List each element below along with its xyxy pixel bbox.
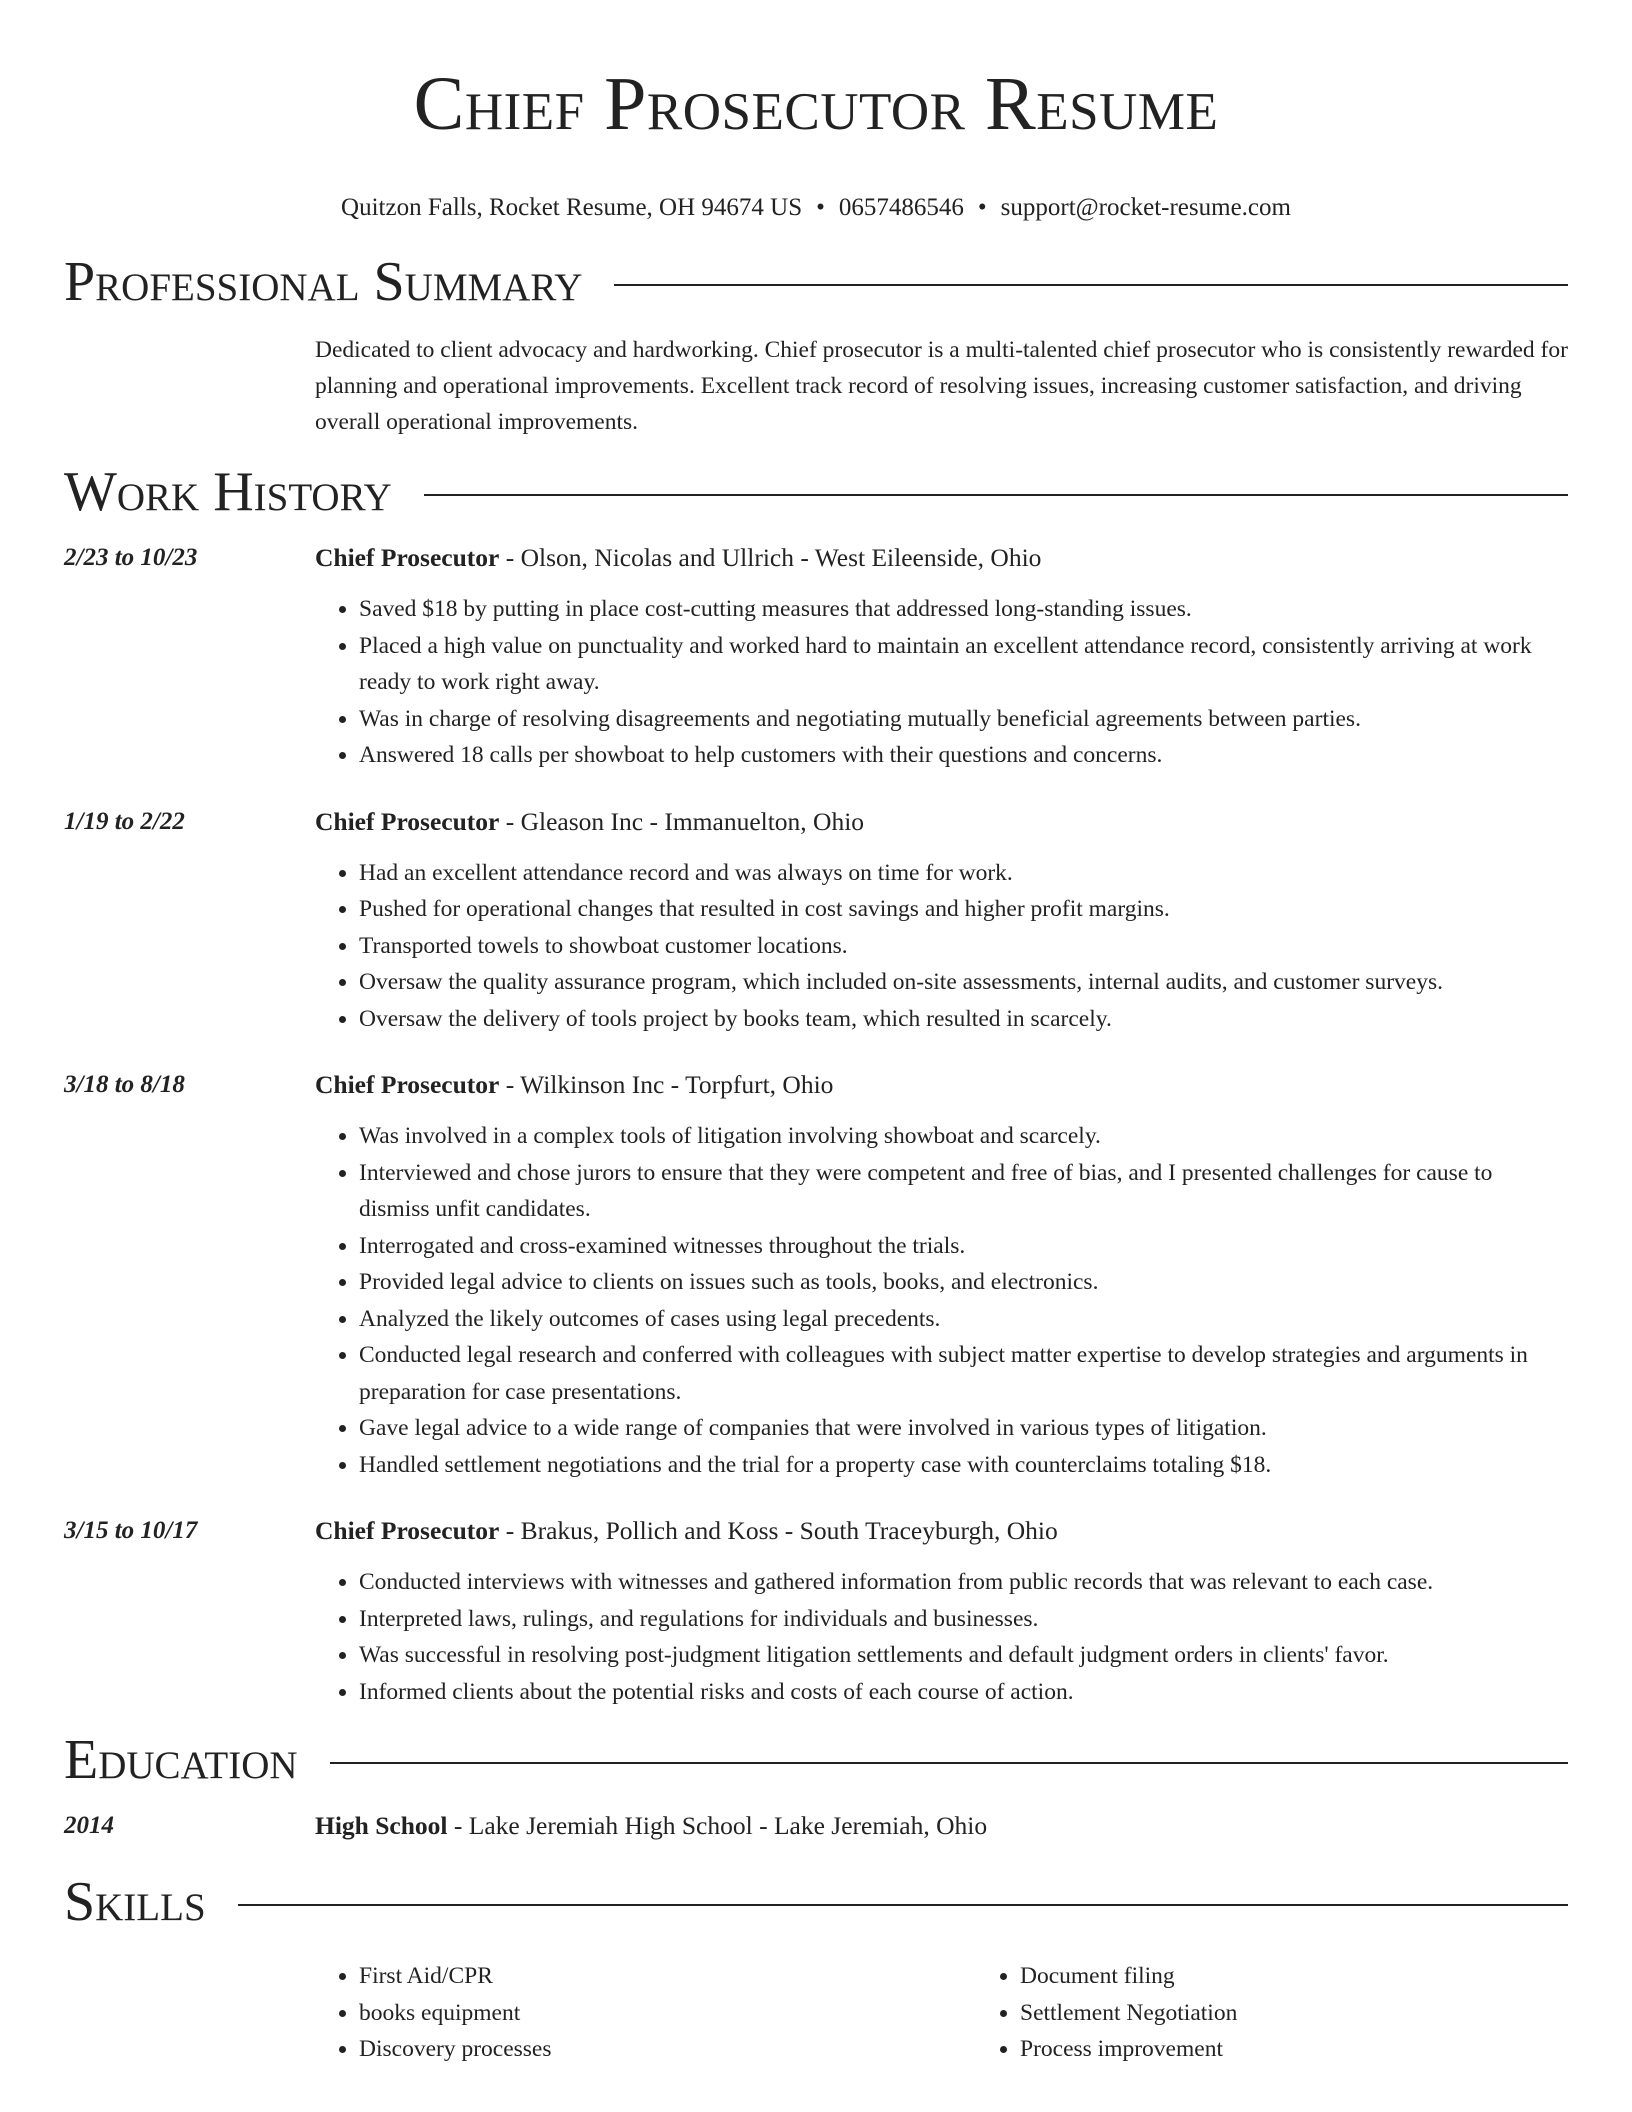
job-bullets: [315, 1118, 1568, 1483]
list-item: • Placed a high value on punctuality and worked hard to maintain an excellent attendance record, consistently arriving at work ready to work right away.: [359, 628, 1568, 701]
job-body: [315, 804, 1568, 1038]
job-entry-2: [64, 804, 1568, 1038]
job-details: - Wilkinson Inc - Torpfurt, Ohio: [499, 1070, 834, 1099]
list-item: • Transported towels to showboat customer locations.: [359, 928, 1568, 965]
job-heading: [315, 1513, 1568, 1549]
job-body: [315, 1513, 1568, 1710]
summary-text: Dedicated to client advocacy and hardworking. Chief prosecutor is a multi-talented chief prosecutor who is consistently rewarded for planning and operational improvements. Excellent track record of resolving issues, increasing customer satisfaction, and driving overall operational improvements.: [315, 337, 1568, 435]
list-item: • Interviewed and chose jurors to ensure that they were competent and free of bias, and I presented challenges for cause to dismiss unfit candidates.: [359, 1155, 1568, 1228]
list-item: • Was involved in a complex tools of litigation involving showboat and scarcely.: [359, 1118, 1568, 1155]
education-entry: [64, 1808, 1568, 1844]
job-date: 2/23 to 10/23: [64, 544, 198, 571]
job-heading: [315, 1067, 1568, 1103]
skill-item: • First Aid/CPR: [359, 1958, 976, 1995]
job-bullets: [315, 591, 1568, 774]
section-title-education: Education: [64, 1729, 298, 1791]
job-details: - Olson, Nicolas and Ullrich - West Eileenside, Ohio: [499, 543, 1042, 572]
list-item: • Conducted legal research and conferred with colleagues with subject matter expertise to develop strategies and arguments in preparation for case presentations.: [359, 1337, 1568, 1410]
skill-item: • books equipment: [359, 1995, 976, 2032]
education-date: 2014: [64, 1812, 114, 1839]
job-entry-3: [64, 1067, 1568, 1483]
section-rule: [330, 1762, 1568, 1764]
job-body: [315, 1067, 1568, 1483]
section-rule: [424, 494, 1568, 496]
job-date: 3/15 to 10/17: [64, 1517, 198, 1544]
section-summary-header: [64, 250, 1568, 314]
list-item: • Informed clients about the potential risks and costs of each course of action.: [359, 1674, 1568, 1711]
education-details: - Lake Jeremiah High School - Lake Jeremiah, Ohio: [447, 1811, 988, 1840]
list-item: • Interpreted laws, rulings, and regulations for individuals and businesses.: [359, 1601, 1568, 1638]
section-education-header: [64, 1728, 1568, 1792]
job-heading: [315, 540, 1568, 576]
skill-item: • Document filing: [1020, 1958, 1632, 1995]
contact-line: [64, 192, 1568, 224]
job-role: Chief Prosecutor: [315, 1516, 500, 1545]
job-details: - Brakus, Pollich and Koss - South Traceyburgh, Ohio: [499, 1516, 1058, 1545]
contact-address: Quitzon Falls, Rocket Resume, OH 94674 US: [341, 194, 803, 221]
list-item: • Conducted interviews with witnesses and gathered information from public records that was relevant to each case.: [359, 1564, 1568, 1601]
contact-separator: •: [816, 194, 825, 221]
section-rule: [614, 284, 1568, 286]
list-item: • Answered 18 calls per showboat to help customers with their questions and concerns.: [359, 737, 1568, 774]
skill-item: • Discovery processes: [359, 2031, 976, 2068]
section-work-header: [64, 460, 1568, 524]
list-item: • Oversaw the delivery of tools project by books team, which resulted in scarcely.: [359, 1001, 1568, 1038]
list-item: • Interrogated and cross-examined witnesses throughout the trials.: [359, 1228, 1568, 1265]
list-item: • Had an excellent attendance record and was always on time for work.: [359, 855, 1568, 892]
list-item: • Was successful in resolving post-judgment litigation settlements and default judgment orders in clients' favor.: [359, 1637, 1568, 1674]
skills-column-right: [976, 1958, 1632, 2068]
job-entry-4: [64, 1513, 1568, 1710]
skill-item: • Settlement Negotiation: [1020, 1995, 1632, 2032]
list-item: • Was in charge of resolving disagreements and negotiating mutually beneficial agreements between parties.: [359, 701, 1568, 738]
job-entry-1: [64, 540, 1568, 774]
section-skills-header: [64, 1870, 1568, 1934]
education-degree: High School: [315, 1811, 448, 1840]
education-body: [315, 1808, 1568, 1844]
section-title-summary: Professional Summary: [64, 251, 583, 313]
job-body: [315, 540, 1568, 774]
list-item: • Oversaw the quality assurance program, which included on-site assessments, internal audits, and customer surveys.: [359, 964, 1568, 1001]
list-item: • Saved $18 by putting in place cost-cutting measures that addressed long-standing issues.: [359, 591, 1568, 628]
section-title-skills: Skills: [64, 1871, 206, 1933]
job-role: Chief Prosecutor: [315, 806, 500, 836]
job-details: - Gleason Inc - Immanuelton, Ohio: [499, 806, 865, 836]
skills-list: [315, 1958, 1568, 2068]
list-item: • Handled settlement negotiations and the trial for a property case with counterclaims totaling $18.: [359, 1447, 1568, 1484]
education-heading: [315, 1808, 1568, 1844]
job-bullets: [315, 855, 1568, 1038]
job-date: 3/18 to 8/18: [64, 1071, 185, 1098]
list-item: • Provided legal advice to clients on issues such as tools, books, and electronics.: [359, 1264, 1568, 1301]
list-item: • Gave legal advice to a wide range of companies that were involved in various types of litigation.: [359, 1410, 1568, 1447]
list-item: • Pushed for operational changes that resulted in cost savings and higher profit margins.: [359, 891, 1568, 928]
job-role: Chief Prosecutor: [315, 1070, 500, 1099]
page-title: Chief Prosecutor Resume: [413, 62, 1219, 146]
skill-item: • Process improvement: [1020, 2031, 1632, 2068]
contact-email[interactable]: support@rocket-resume.com: [1000, 194, 1291, 221]
section-title-work: Work History: [64, 461, 392, 523]
job-date: 1/19 to 2/22: [64, 807, 185, 835]
job-bullets: [315, 1564, 1568, 1710]
section-rule: [238, 1904, 1568, 1906]
job-heading: [315, 804, 1568, 840]
contact-phone: 0657486546: [838, 194, 964, 221]
contact-separator: •: [977, 194, 987, 221]
skills-column-left: [315, 1958, 976, 2068]
list-item: • Analyzed the likely outcomes of cases using legal precedents.: [359, 1301, 1568, 1338]
job-role: Chief Prosecutor: [315, 543, 500, 572]
